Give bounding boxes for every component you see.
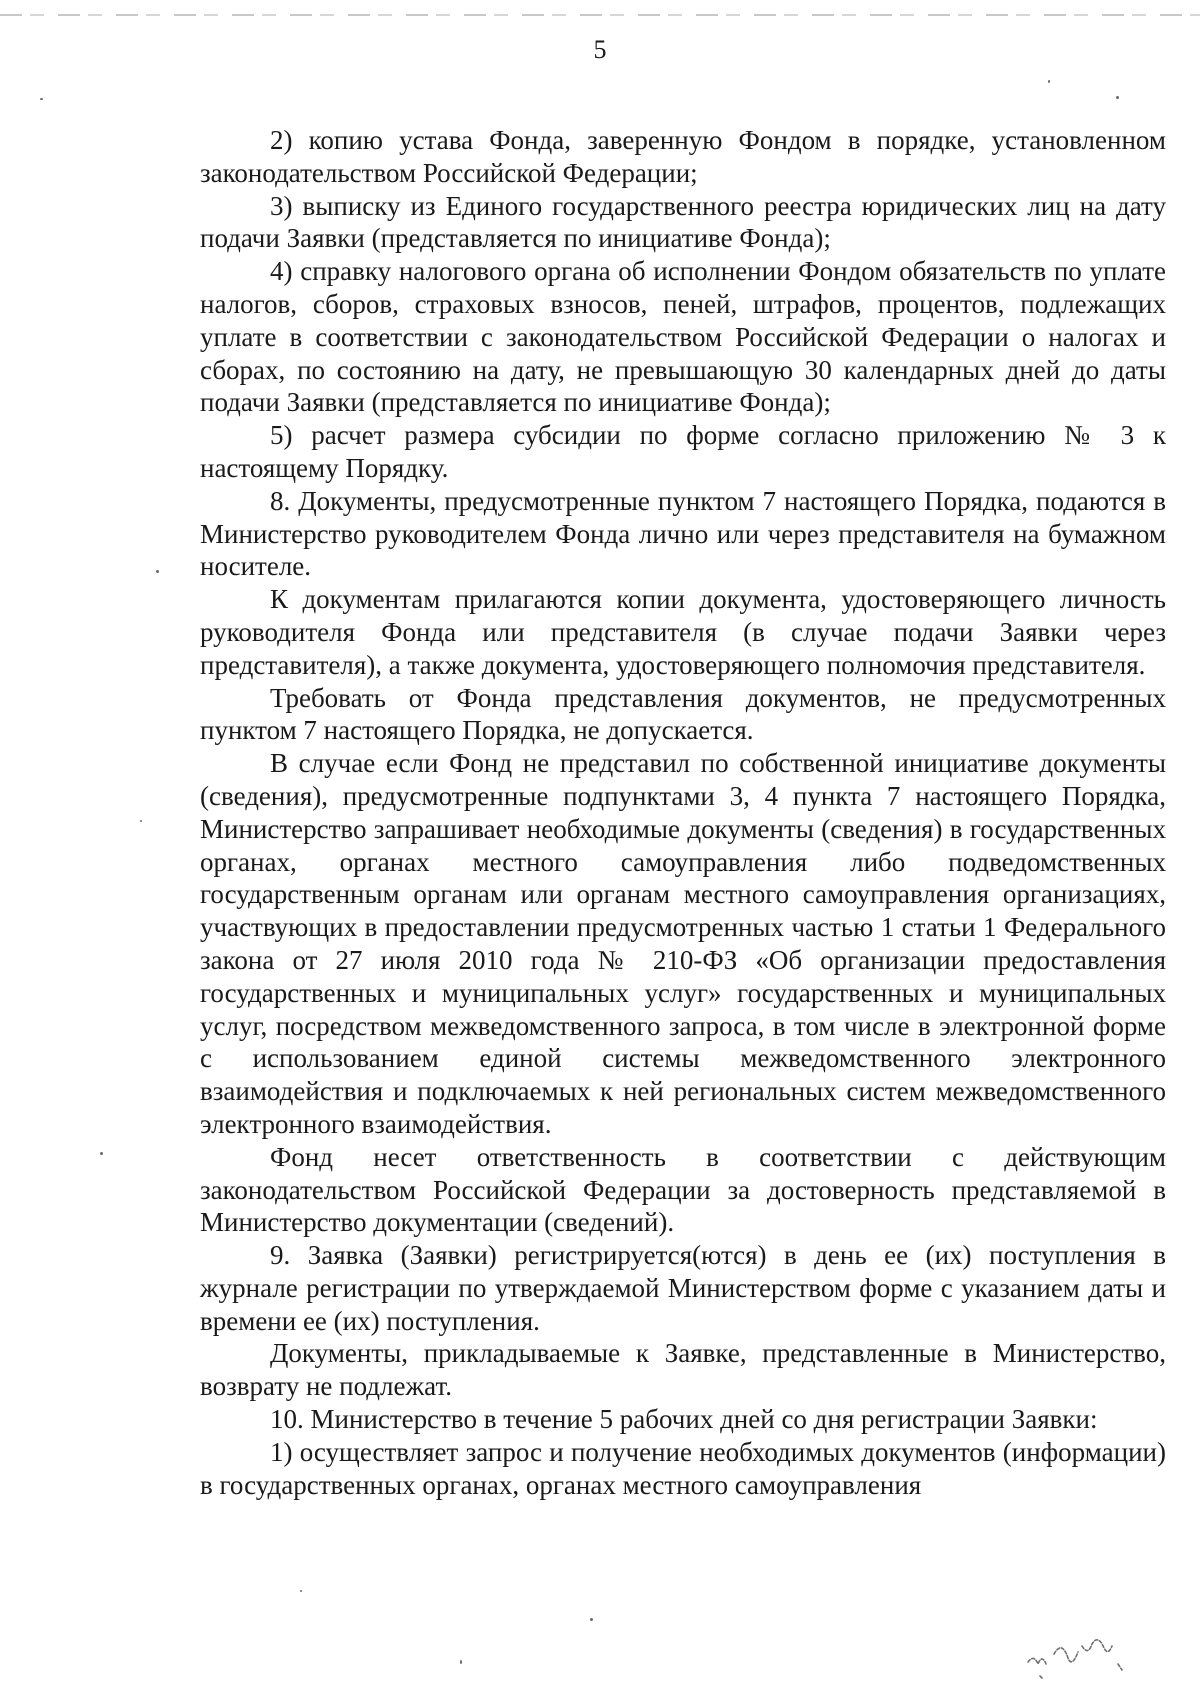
paragraph-subitem-2: 2) копию устава Фонда, заверенную Фондом в порядке, установленном законодательством Российской Федерации; [200, 125, 1166, 188]
scan-speck [100, 1152, 103, 1155]
scan-speck [300, 1590, 302, 1592]
paragraph-item-8: 8. Документы, предусмотренные пунктом 7 настоящего Порядка, подаются в Министерство руководителем Фонда лично или через представителя на бумажном носителе. [200, 485, 1166, 582]
paragraph-item-10-subitem-1: 1) осуществляет запрос и получение необходимых документов (информации) в государственных органах, органах местного самоуправления [200, 1436, 1166, 1500]
paragraph-subitem-3: 3) выписку из Единого государственного реестра юридических лиц на дату подачи Заявки (представляется по инициативе Фонда); [200, 190, 1166, 254]
paragraph-attachments: К документам прилагаются копии документа, удостоверяющего личность руководителя Фонда или представителя (в случае подачи Заявки через представителя), а также документа, удостоверяющего полномочия представителя. [200, 584, 1166, 680]
paragraph-responsibility: Фонд несет ответственность в соответствии с действующим законодательством Российской Федерации за достоверность представляемой в Министерство документации (сведений). [200, 1141, 1166, 1238]
paragraph-prohibition: Требовать от Фонда представления документов, не предусмотренных пунктом 7 настоящего Порядка, не допускается. [200, 682, 1166, 746]
paragraph-subitem-5: 5) расчет размера субсидии по форме согласно приложению № 3 к настоящему Порядку. [200, 420, 1166, 483]
scan-speck [1048, 80, 1050, 83]
document-body [200, 124, 1166, 1501]
page-number: 5 [593, 35, 607, 64]
scan-speck [156, 570, 159, 573]
paragraph-subitem-4: 4) справку налогового органа об исполнении Фондом обязательств по уплате налогов, сборов, страховых взносов, пеней, штрафов, процентов, подлежащих уплате в соответствии с законодательством Российской Федерации о налогах и сборах, по состоянию на дату, не превышающую 30 календарных дней до даты подачи Заявки (представляется по инициативе Фонда); [200, 256, 1166, 418]
scan-speck [590, 1618, 593, 1621]
scan-edge-artifact [0, 14, 1200, 16]
handwritten-initials-mark [1020, 1624, 1140, 1684]
scan-speck [460, 1660, 462, 1664]
scan-speck [140, 820, 142, 822]
paragraph-item-9: 9. Заявка (Заявки) регистрируется(ются) в день ее (их) поступления в журнале регистрации по утверждаемой Министерством форме с указанием даты и времени ее (их) поступления. [200, 1240, 1166, 1336]
scan-speck [1116, 96, 1119, 99]
paragraph-no-return: Документы, прикладываемые к Заявке, представленные в Министерство, возврату не подлежат. [200, 1338, 1166, 1402]
scan-speck [40, 98, 43, 100]
paragraph-item-10: 10. Министерство в течение 5 рабочих дней со дня регистрации Заявки: [270, 1404, 1098, 1435]
paragraph-interagency-request: В случае если Фонд не представил по собственной инициативе документы (сведения), предусмотренные подпунктами 3, 4 пункта 7 настоящего Порядка, Министерство запрашивает необходимые документы (сведения) в государственных органах, органах местного самоуправления либо подведомственных государственным органам или органам местного самоуправления организациях, участвующих в предоставлении предусмотренных частью 1 статьи 1 Федерального закона от 27 июля 2010 года № 210-ФЗ «Об организации предоставления государственных и муниципальных услуг» государственных и муниципальных услуг, посредством межведомственного запроса, в том числе в электронной форме с использованием единой системы межведомственного электронного взаимодействия и подключаемых к ней региональных систем межведомственного электронного взаимодействия. [200, 748, 1166, 1139]
